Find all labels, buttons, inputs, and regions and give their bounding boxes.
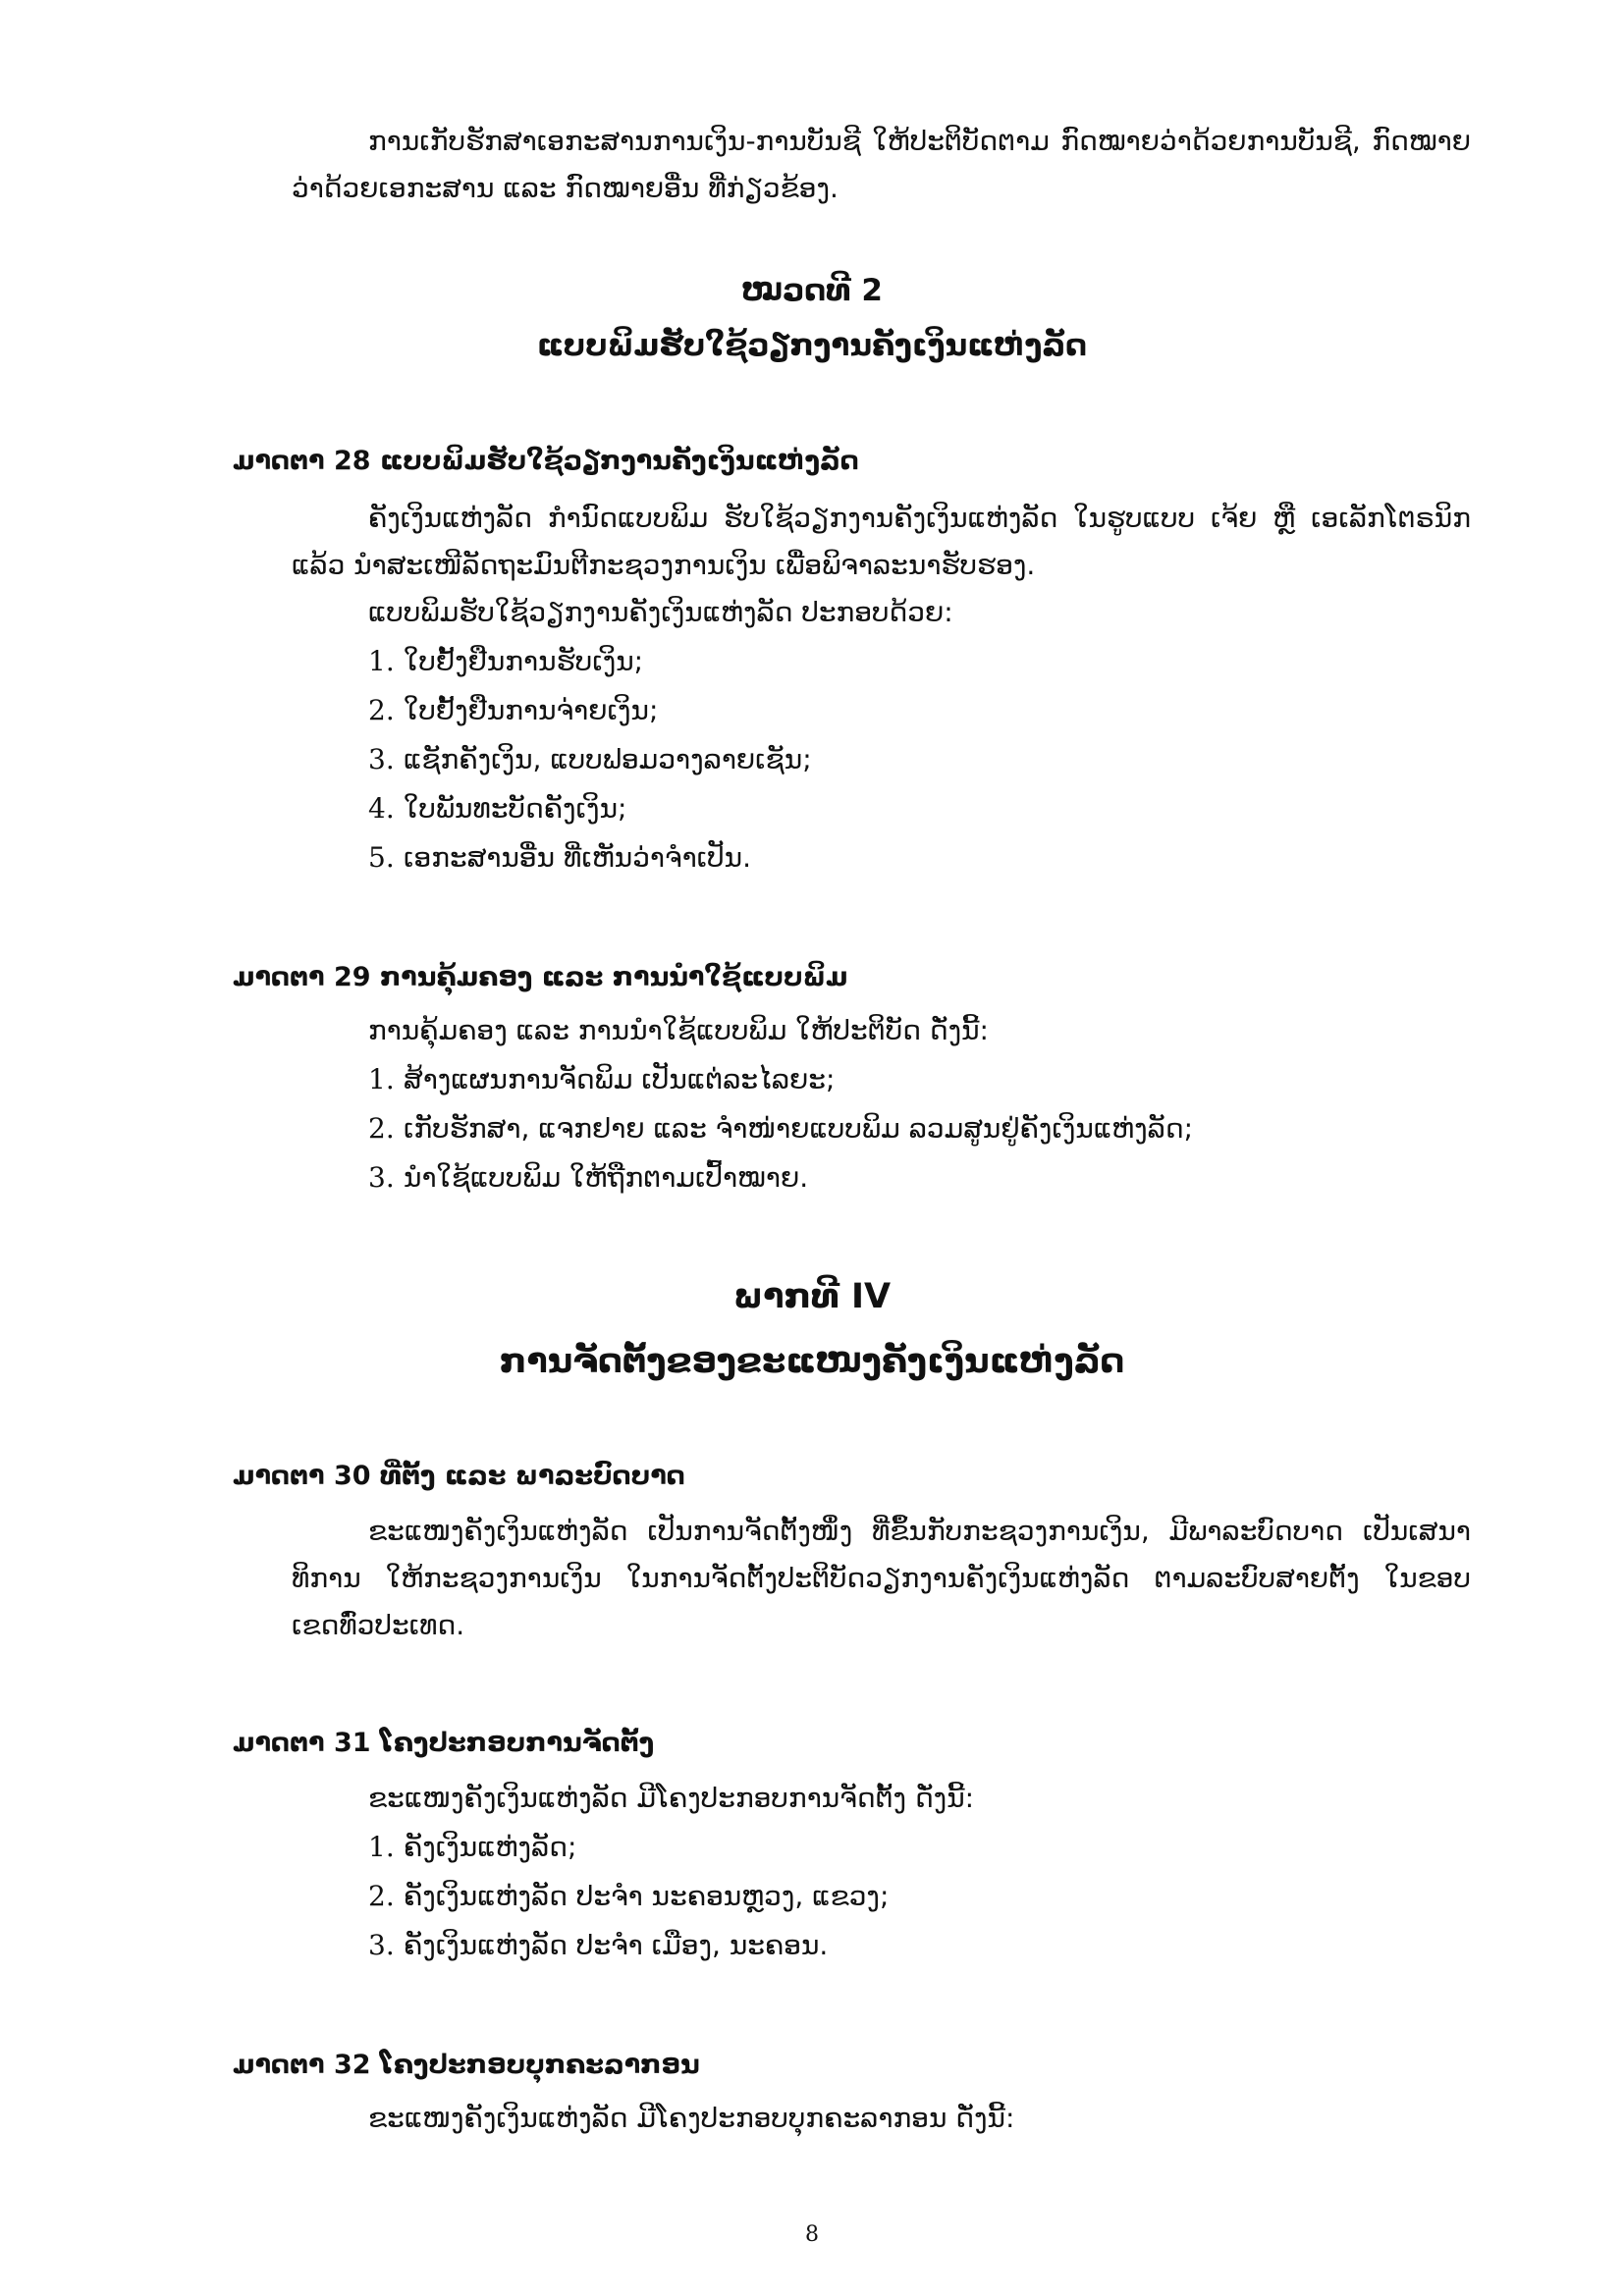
list-item-text: ໃບພັນທະບັດຄັງເງິນ; bbox=[404, 792, 627, 825]
list-item bbox=[368, 1877, 889, 1916]
article-28-para-1-line-2: ແລ້ວ ນຳສະເໜີລັດຖະມົນຕີກະຊວງການເງິນ ເພື່ອພິຈາລະນາຮັບຮອງ. bbox=[292, 549, 1036, 581]
list-item bbox=[368, 838, 751, 878]
list-item bbox=[368, 1060, 835, 1099]
list-item bbox=[368, 642, 643, 681]
list-item-number: 1. bbox=[368, 645, 395, 677]
article-31-heading: ມາດຕາ 31 ໂຄງປະກອບການຈັດຕັ້ງ bbox=[233, 1728, 655, 1758]
article-28-heading: ມາດຕາ 28 ແບບພິມຮັບໃຊ້ວຽກງານຄັງເງິນແຫ່ງລັດ bbox=[233, 446, 859, 476]
list-item-number: 5. bbox=[368, 841, 395, 874]
list-item-number: 3. bbox=[368, 1161, 395, 1194]
page-number: 8 bbox=[805, 2222, 819, 2247]
article-30-heading: ມາດຕາ 30 ທີ່ຕັ້ງ ແລະ ພາລະບົດບາດ bbox=[233, 1461, 685, 1491]
list-item-text: ເກັບຮັກສາ, ແຈກຢາຍ ແລະ ຈຳໜ່າຍແບບພິມ ລວມສູນຢູ່ຄັງເງິນແຫ່ງລັດ; bbox=[404, 1112, 1194, 1145]
list-item bbox=[368, 1926, 828, 1965]
article-30-line-1: ຂະແໜງຄັງເງິນແຫ່ງລັດ ເປັນການຈັດຕັ້ງໜຶ່ງ ທີ່ຂຶ້ນກັບກະຊວງການເງິນ, ມີພາລະບົດບາດ ເປັນເສນາ bbox=[368, 1515, 1471, 1547]
list-item-text: ເອກະສານອື່ນ ທີ່ເຫັນວ່າຈຳເປັນ. bbox=[404, 841, 752, 874]
part-title: ການຈັດຕັ້ງຂອງຂະແໜງຄັງເງິນແຫ່ງລັດ bbox=[499, 1342, 1125, 1381]
article-31-para-1: ຂະແໜງຄັງເງິນແຫ່ງລັດ ມີໂຄງປະກອບການຈັດຕັ້ງ ດັ່ງນີ້: bbox=[368, 1782, 975, 1814]
list-item-text: ສ້າງແຜນການຈັດພິມ ເປັນແຕ່ລະໄລຍະ; bbox=[404, 1063, 836, 1095]
list-item bbox=[368, 1109, 1193, 1148]
list-item bbox=[368, 1158, 808, 1198]
list-item-number: 3. bbox=[368, 1929, 395, 1961]
article-29-heading: ມາດຕາ 29 ການຄຸ້ມຄອງ ແລະ ການນຳໃຊ້ແບບພິມ bbox=[233, 962, 848, 992]
list-item bbox=[368, 789, 626, 828]
intro-line-1: ການເກັບຮັກສາເອກະສານການເງິນ-ການບັນຊີ ໃຫ້ປະຕິບັດຕາມ ກົດໝາຍວ່າດ້ວຍການບັນຊີ, ກົດໝາຍ bbox=[368, 125, 1471, 157]
list-item-text: ແຊັກຄັງເງິນ, ແບບຟອມວາງລາຍເຊັນ; bbox=[404, 743, 812, 775]
article-28-para-1-line-1: ຄັງເງິນແຫ່ງລັດ ກຳນົດແບບພິມ ຮັບໃຊ້ວຽກງານຄັງເງິນແຫ່ງລັດ ໃນຮູບແບບ ເຈ້ຍ ຫຼື ເອເລັກໂຕຣນິກ bbox=[368, 502, 1471, 534]
list-item-number: 2. bbox=[368, 1880, 395, 1912]
article-32-heading: ມາດຕາ 32 ໂຄງປະກອບບຸກຄະລາກອນ bbox=[233, 2050, 700, 2080]
list-item-text: ນຳໃຊ້ແບບພິມ ໃຫ້ຖືກຕາມເປົ້າໝາຍ. bbox=[404, 1161, 809, 1194]
chapter-title: ແບບພິມຮັບໃຊ້ວຽກງານຄັງເງິນແຫ່ງລັດ bbox=[536, 328, 1088, 363]
list-item bbox=[368, 740, 812, 779]
part-number: ພາກທີ IV bbox=[732, 1277, 892, 1316]
chapter-number: ໝວດທີ 2 bbox=[741, 273, 883, 308]
article-30-line-3: ເຂດທົ່ວປະເທດ. bbox=[292, 1609, 465, 1641]
intro-line-2: ວ່າດ້ວຍເອກະສານ ແລະ ກົດໝາຍອື່ນ ທີ່ກ່ຽວຂ້ອງ. bbox=[292, 172, 839, 204]
list-item-text: ໃບຢັ້ງຢືນການຮັບເງິນ; bbox=[404, 645, 644, 677]
list-item-text: ຄັງເງິນແຫ່ງລັດ ປະຈຳ ເມືອງ, ນະຄອນ. bbox=[404, 1929, 829, 1961]
list-item-number: 3. bbox=[368, 743, 395, 775]
list-item-number: 2. bbox=[368, 1112, 395, 1145]
article-29-para-1: ການຄຸ້ມຄອງ ແລະ ການນຳໃຊ້ແບບພິມ ໃຫ້ປະຕິບັດ ດັ່ງນີ້: bbox=[368, 1014, 989, 1046]
article-32-para-1: ຂະແໜງຄັງເງິນແຫ່ງລັດ ມີໂຄງປະກອບບຸກຄະລາກອນ ດັ່ງນີ້: bbox=[368, 2102, 1015, 2134]
list-item-number: 2. bbox=[368, 694, 395, 726]
list-item bbox=[368, 1828, 576, 1867]
list-item-number: 1. bbox=[368, 1063, 395, 1095]
list-item-text: ຄັງເງິນແຫ່ງລັດ ປະຈຳ ນະຄອນຫຼວງ, ແຂວງ; bbox=[404, 1880, 890, 1912]
article-28-para-2: ແບບພິມຮັບໃຊ້ວຽກງານຄັງເງິນແຫ່ງລັດ ປະກອບດ້ວຍ: bbox=[368, 596, 953, 628]
list-item-text: ຄັງເງິນແຫ່ງລັດ; bbox=[404, 1831, 577, 1863]
list-item-text: ໃບຢັ້ງຢືນການຈ່າຍເງິນ; bbox=[404, 694, 659, 726]
list-item bbox=[368, 691, 658, 730]
list-item-number: 1. bbox=[368, 1831, 395, 1863]
list-item-number: 4. bbox=[368, 792, 395, 825]
article-30-line-2: ທິການ ໃຫ້ກະຊວງການເງິນ ໃນການຈັດຕັ້ງປະຕິບັດວຽກງານຄັງເງິນແຫ່ງລັດ ຕາມລະບົບສາຍຕັ້ງ ໃນຂອບ bbox=[292, 1562, 1471, 1594]
